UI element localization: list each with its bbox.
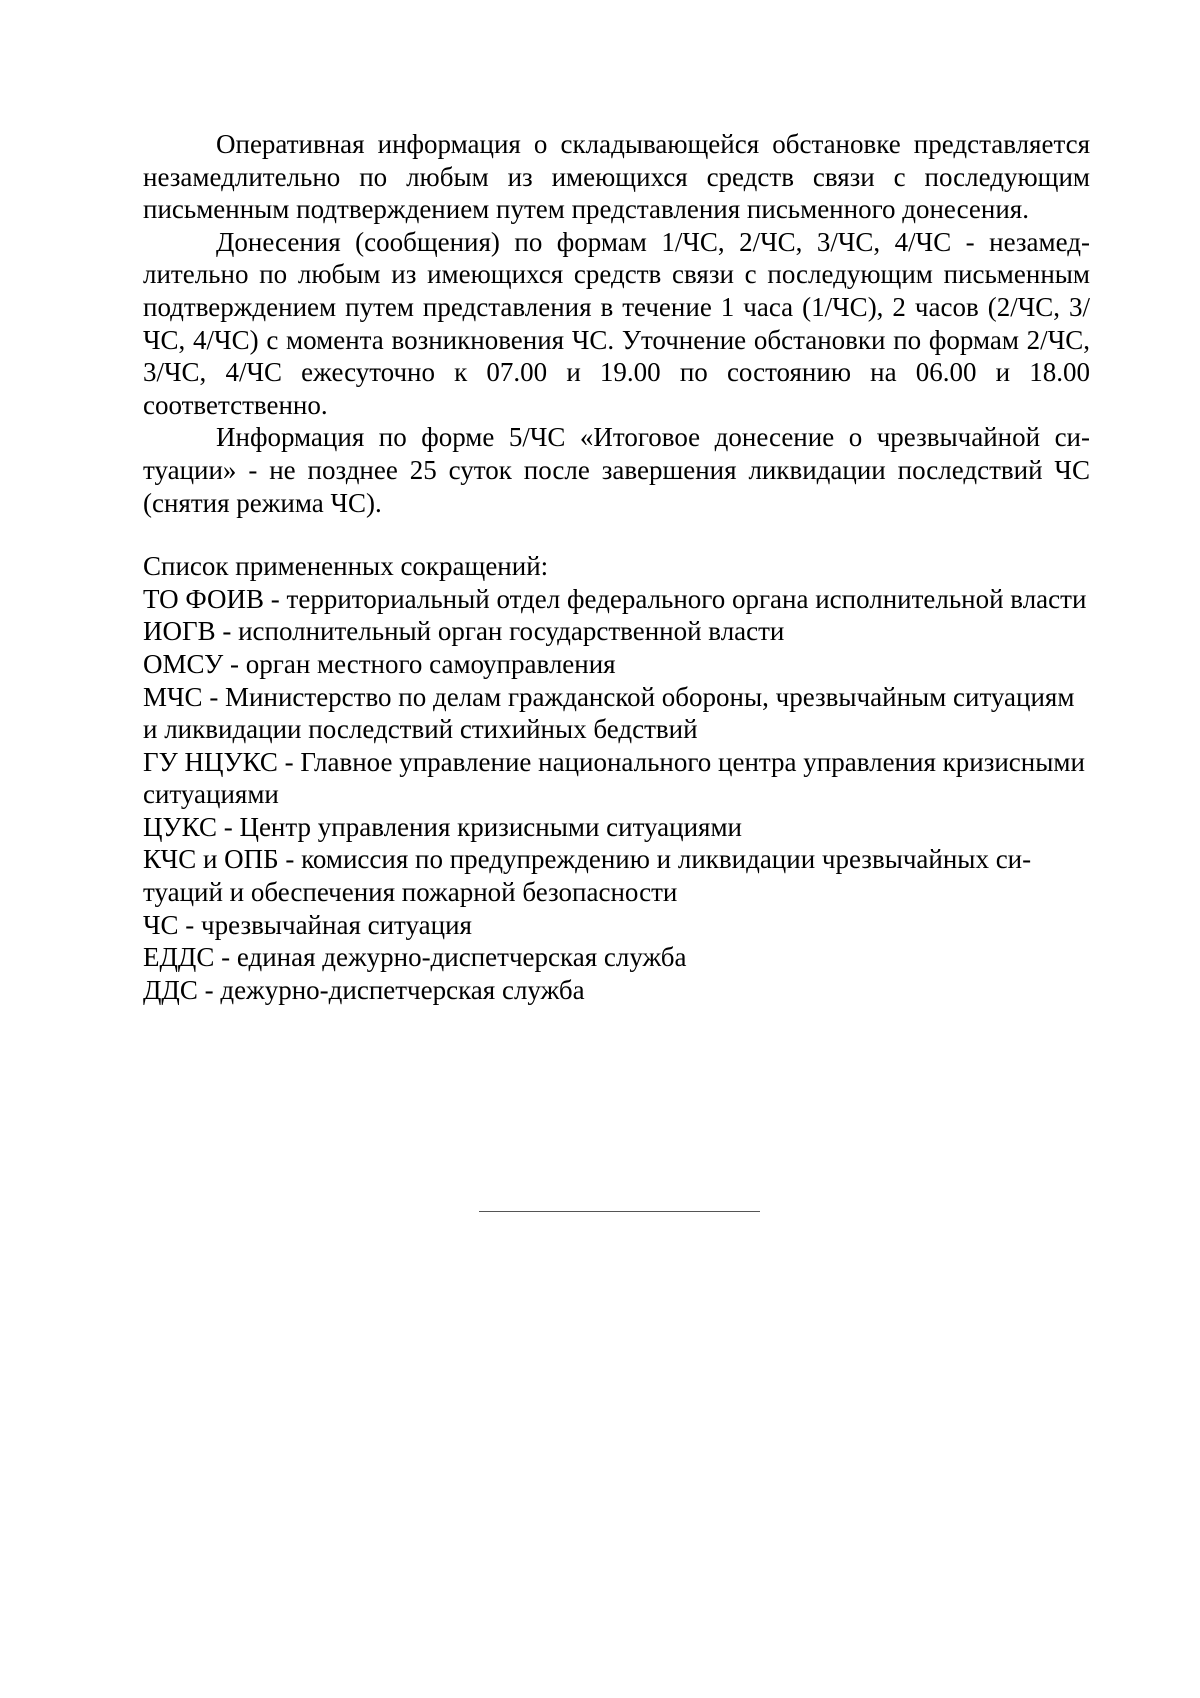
abbreviations-list bbox=[143, 583, 1090, 1007]
abbreviation-item: МЧС - Министерство по делам гражданской обороны, чрезвычайным ситуациям и ликвидации последствий стихийных бедствий bbox=[143, 681, 1075, 745]
paragraph-operative-info: Оперативная информация о складывающейся обстановке представляется незамедлительно по любым из имеющихся средств связи с последующим письменным подтверждением путем представления письменного донесения. bbox=[143, 129, 1090, 225]
abbreviation-item: ДДС - дежурно-диспетчерская служба bbox=[143, 974, 585, 1005]
document-body bbox=[143, 128, 1090, 1006]
section-gap bbox=[143, 519, 1090, 550]
abbreviation-item: КЧС и ОПБ - комиссия по предупреждению и ликвидации чрезвычайных ситуаций и обеспечения пожарной безопасности bbox=[143, 844, 1032, 908]
abbreviation-item: ЧС - чрезвычайная ситуация bbox=[143, 909, 472, 940]
abbreviation-item: ИОГВ - исполнительный орган государственной власти bbox=[143, 616, 785, 647]
paragraph-final-report: Информация по форме 5/ЧС «Итоговое донесение о чрезвычайной ситуации» - не позднее 25 суток после завершения ликвидации последствий ЧС (снятия режима ЧС). bbox=[143, 422, 1090, 518]
abbreviation-item: ЕДДС - единая дежурно-диспетчерская служба bbox=[143, 942, 687, 973]
abbreviation-item: ТО ФОИВ - территориальный отдел федерального органа исполнительной власти bbox=[143, 583, 1087, 614]
abbreviation-item: ОМСУ - орган местного самоуправления bbox=[143, 648, 616, 679]
abbreviation-item: ЦУКС - Центр управления кризисными ситуациями bbox=[143, 811, 743, 842]
paragraph-reports-forms: Донесения (сообщения) по формам 1/ЧС, 2/ЧС, 3/ЧС, 4/ЧС - незамедлительно по любым из имеющихся средств связи с последующим письменным подтверждением путем представления в течение 1 часа (1/ЧС), 2 часов (2/ЧС, 3/ЧС, 4/ЧС) с момента возникновения ЧС. Уточнение обстановки по формам 2/ЧС, 3/ЧС, 4/ЧС ежесуточно к 07.00 и 19.00 по состоянию на 06.00 и 18.00 соответственно. bbox=[143, 226, 1090, 420]
abbreviation-item: ГУ НЦУКС - Главное управление национального центра управления кризисными ситуациями bbox=[143, 746, 1085, 810]
end-separator-line bbox=[479, 1211, 760, 1212]
abbreviations-title: Список примененных сокращений: bbox=[143, 551, 549, 582]
